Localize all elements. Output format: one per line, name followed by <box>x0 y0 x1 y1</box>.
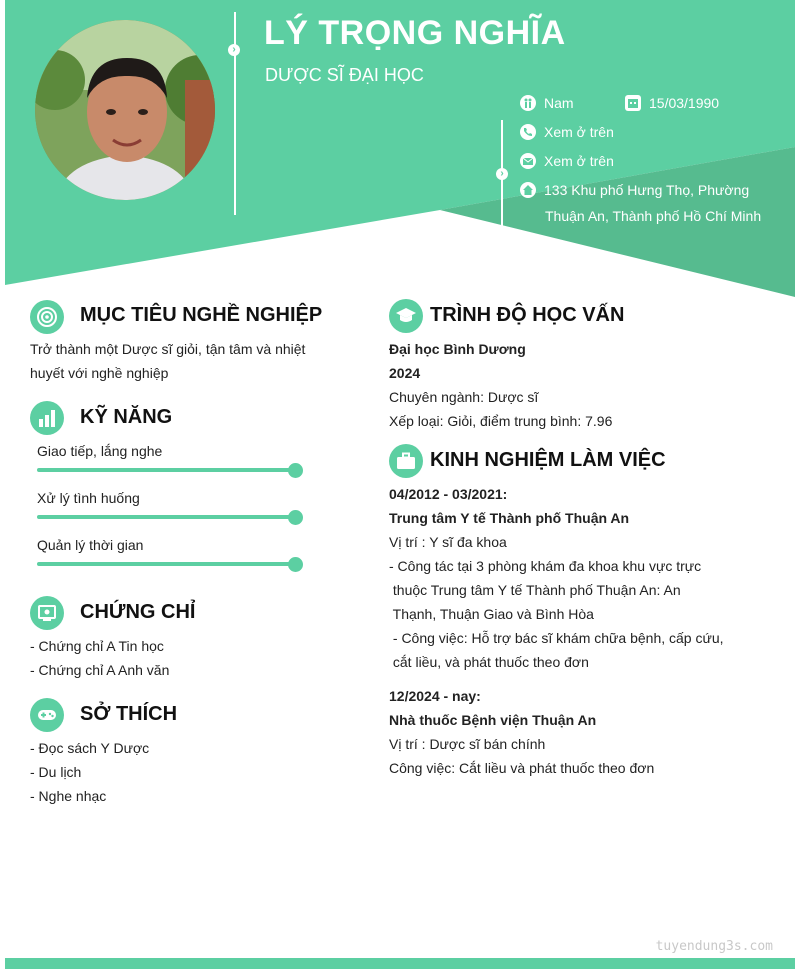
hobbies-title: SỞ THÍCH <box>80 703 178 725</box>
education-grade: Xếp loại: Giỏi, điểm trung bình: 7.96 <box>389 413 613 429</box>
objective-title: MỤC TIÊU NGHỀ NGHIỆP <box>80 304 323 326</box>
skill-level-knob <box>288 463 303 478</box>
graduation-cap-icon <box>389 299 423 333</box>
hobby-item: - Du lịch <box>30 764 82 780</box>
job-detail-line: thuộc Trung tâm Y tế Thành phố Thuận An: An <box>389 582 681 598</box>
education-major: Chuyên ngành: Dược sĩ <box>389 389 539 405</box>
phone-icon <box>520 124 536 140</box>
gender-value: Nam <box>544 95 574 111</box>
watermark: tuyendung3s.com <box>655 939 773 954</box>
chevron-right-icon: › <box>496 168 508 180</box>
bar-chart-icon <box>30 401 64 435</box>
certificates-title: CHỨNG CHỈ <box>80 601 196 623</box>
job-detail-line: - Công việc: Hỗ trợ bác sĩ khám chữa bệnh, cấp cứu, <box>389 630 724 646</box>
job-period: 04/2012 - 03/2021: <box>389 486 508 502</box>
birthday-info <box>625 95 719 111</box>
skill-bar <box>37 562 295 566</box>
chevron-right-icon: › <box>228 44 240 56</box>
job-detail-line: Thạnh, Thuận Giao và Bình Hòa <box>389 606 594 622</box>
skill-bar <box>37 468 295 472</box>
skill-label: Giao tiếp, lắng nghe <box>37 443 163 459</box>
address-info <box>520 182 749 198</box>
certificate-item: - Chứng chỉ A Anh văn <box>30 662 170 678</box>
education-year: 2024 <box>389 365 421 381</box>
skill-level-knob <box>288 557 303 572</box>
candidate-name: LÝ TRỌNG NGHĨA <box>264 14 566 52</box>
job-title: DƯỢC SĨ ĐẠI HỌC <box>265 65 424 85</box>
education-title: TRÌNH ĐỘ HỌC VẤN <box>430 304 625 326</box>
birthday-value: 15/03/1990 <box>649 95 720 111</box>
email-icon <box>520 153 536 169</box>
skills-title: KỸ NĂNG <box>80 406 173 428</box>
certificate-icon <box>30 596 64 630</box>
footer-bar <box>5 958 795 969</box>
address-line2: Thuận An, Thành phố Hồ Chí Minh <box>545 208 762 224</box>
job-detail-line: cắt liều, và phát thuốc theo đơn <box>389 654 589 670</box>
calendar-icon <box>625 95 641 111</box>
email-info <box>520 153 614 169</box>
job-company: Trung tâm Y tế Thành phố Thuận An <box>389 510 630 526</box>
objective-line2: huyết với nghề nghiệp <box>30 365 169 381</box>
job-detail-line: - Công tác tại 3 phòng khám đa khoa khu vực trực <box>389 558 702 574</box>
address-line1: 133 Khu phố Hưng Thọ, Phường <box>544 182 750 198</box>
skill-label: Quản lý thời gian <box>37 537 144 553</box>
hobby-item: - Đọc sách Y Dược <box>30 740 150 756</box>
job-detail-line: Vị trí : Dược sĩ bán chính <box>389 736 546 752</box>
home-icon <box>520 182 536 198</box>
gamepad-icon <box>30 698 64 732</box>
email-value: Xem ở trên <box>544 153 614 169</box>
objective-line1: Trở thành một Dược sĩ giỏi, tận tâm và nhiệt <box>30 341 306 357</box>
hobby-item: - Nghe nhạc <box>30 788 107 804</box>
skill-bar <box>37 515 295 519</box>
header-divider <box>234 12 236 215</box>
skill-level-knob <box>288 510 303 525</box>
job-company: Nhà thuốc Bệnh viện Thuận An <box>389 712 597 728</box>
gender-icon <box>520 95 536 111</box>
phone-value: Xem ở trên <box>544 124 614 140</box>
education-school: Đại học Bình Dương <box>389 341 526 357</box>
gender-info <box>520 95 574 111</box>
avatar <box>35 20 215 200</box>
target-icon <box>30 300 64 334</box>
job-detail-line: Vị trí : Y sĩ đa khoa <box>389 534 507 550</box>
certificate-item: - Chứng chỉ A Tin học <box>30 638 164 654</box>
briefcase-icon <box>389 444 423 478</box>
skill-label: Xử lý tình huống <box>37 490 140 506</box>
experience-title: KINH NGHIỆM LÀM VIỆC <box>430 449 666 471</box>
job-period: 12/2024 - nay: <box>389 688 481 704</box>
phone-info <box>520 124 614 140</box>
job-detail-line: Công việc: Cắt liều và phát thuốc theo đơn <box>389 760 655 776</box>
